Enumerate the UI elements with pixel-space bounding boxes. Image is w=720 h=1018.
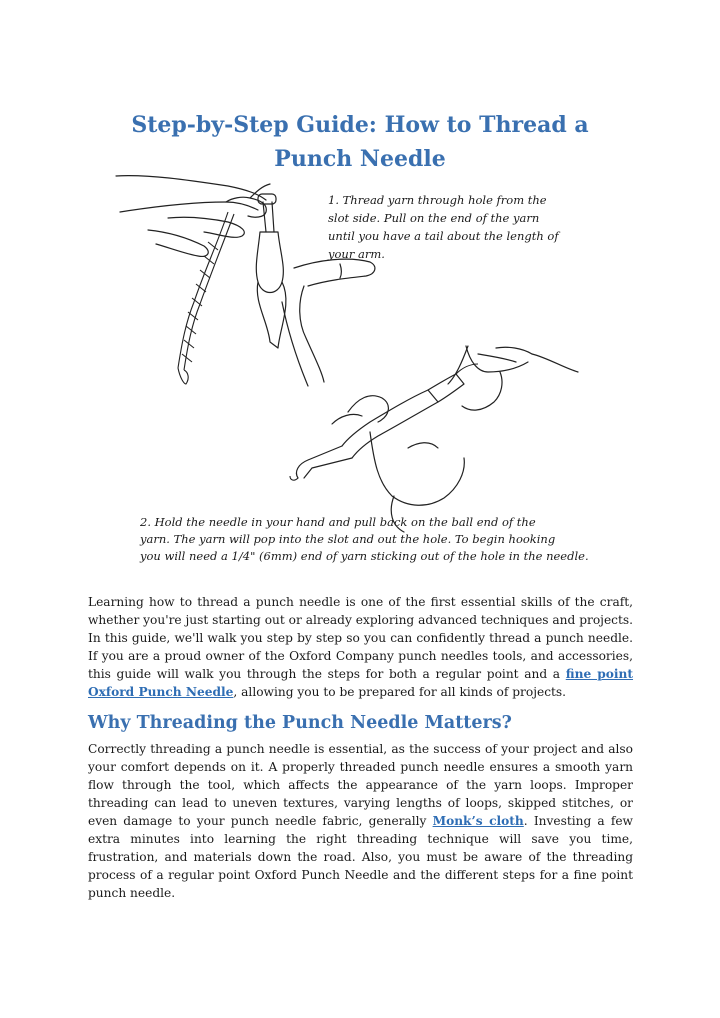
section-text: Correctly threading a punch needle is essential, as the success of your project and also your comfort depends on it. A properly threaded punch needle ensures a smooth yarn flow through the tool, which affects the appearance of the yarn loops. Improper threading can lead to uneven textures, varying lengths of loops, skipped stitches, or even damage to your punch needle fabric, generally: [88, 742, 633, 829]
step2-caption-line-1: 2. Hold the needle in your hand and pull back on the ball end of the: [140, 515, 536, 529]
threading-illustration-drawing: [108, 172, 608, 584]
intro-text-end: , allowing you to be prepared for all kinds of projects.: [233, 684, 567, 699]
page-title: Step-by-Step Guide: How to Thread a Punch Needle: [131, 112, 589, 172]
step1-caption-line-4: your arm.: [328, 247, 385, 261]
section-text-end: . Investing a few extra minutes into learning the right threading technique will save you time, frustration, and materials down the road. Also, you must be aware of the threading process of a regular point Oxford Punch Needle and the different steps for a fine point punch needle.: [88, 814, 633, 900]
step1-caption-line-3: until you have a tail about the length of: [328, 229, 559, 243]
threading-illustration: [108, 172, 608, 584]
step2-caption-line-2: yarn. The yarn will pop into the slot and out the hole. To begin hooking: [140, 532, 556, 546]
step1-caption-line-1: 1. Thread yarn through hole from the: [328, 193, 547, 207]
article-body: [88, 594, 633, 903]
step1-caption-line-2: slot side. Pull on the end of the yarn: [328, 211, 540, 225]
fine-point-needle-link[interactable]: fine point Oxford Punch Needle: [88, 666, 634, 699]
section-paragraph: [88, 741, 633, 902]
step1-hands-drawing: [116, 176, 375, 386]
step2-hands-drawing: [290, 346, 578, 532]
intro-text: Learning how to thread a punch needle is one of the first essential skills of the craft, whether you're just starting out or already exploring advanced techniques and projects. In this guide, we'll walk you step by step so you can confidently thread a punch needle. If you are a proud owner of the Oxford Company punch needles tools, and accessories, this guide will walk you through the steps for both a regular point and a: [88, 595, 634, 681]
monks-cloth-link[interactable]: Monk’s cloth: [432, 814, 524, 829]
intro-paragraph: [88, 594, 633, 701]
step2-caption-line-3: you will need a 1/4" (6mm) end of yarn sticking out of the hole in the needle.: [140, 549, 589, 563]
section-heading: Why Threading the Punch Needle Matters?: [88, 713, 512, 734]
